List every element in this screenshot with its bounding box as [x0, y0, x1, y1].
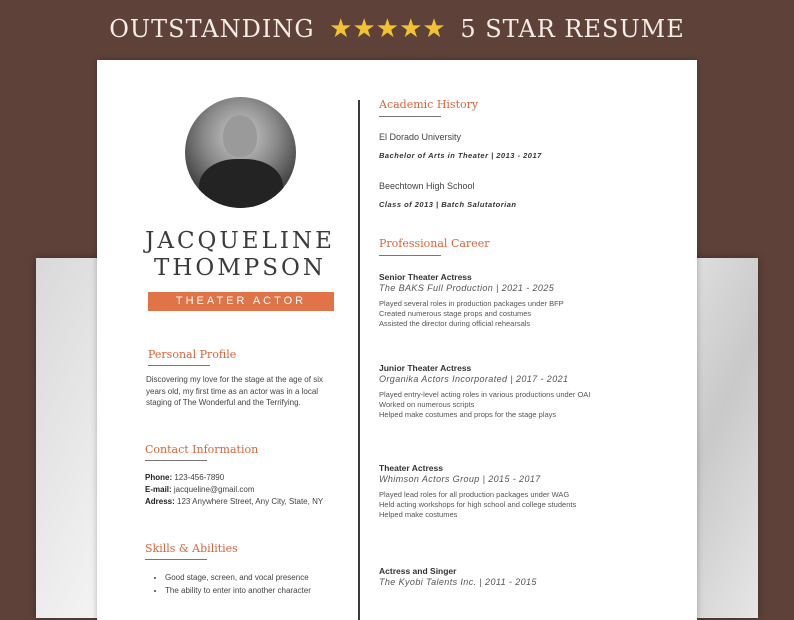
contact-block: [145, 472, 345, 508]
job-duty: Helped make costumes: [379, 510, 458, 519]
job-duty: Played lead roles for all production packages under WAG: [379, 490, 570, 499]
job-duty: Held acting workshops for high school and college students: [379, 500, 577, 509]
profile-photo: [185, 97, 296, 208]
last-name: THOMPSON: [153, 255, 327, 281]
job-duties: [379, 390, 679, 420]
job-duty: Played entry-level acting roles in various productions under OAI: [379, 390, 591, 399]
job-duty: Played several roles in production packages under BFP: [379, 299, 564, 308]
contact-address: Adress: 123 Anywhere Street, Any City, State, NY: [145, 497, 324, 506]
job-title: Junior Theater Actress: [379, 363, 472, 373]
profile-text: Discovering my love for the stage at the age of six years old, my first time as an actor was in a local staging of The Wonderful and the Terrifying.: [146, 375, 323, 407]
skill-item: • The ability to enter into another character: [165, 584, 311, 597]
job-duty: Created numerous stage props and costumes: [379, 309, 532, 318]
career-rule: [379, 255, 441, 256]
career-heading: Professional Career: [379, 237, 490, 250]
job-duty: Assisted the director during official rehearsals: [379, 319, 531, 328]
banner-left-text: OUTSTANDING: [109, 15, 315, 43]
banner-right-text: 5 STAR RESUME: [460, 15, 685, 43]
job-duties: [379, 299, 679, 329]
promo-banner: [0, 14, 794, 44]
photo-body-shape: [199, 159, 283, 208]
job-company: Organika Actors Incorporated | 2017 - 2021: [379, 374, 569, 384]
school-detail: Bachelor of Arts in Theater | 2013 - 2017: [379, 151, 542, 160]
skills-heading: Skills & Abilities: [145, 542, 238, 555]
job-title: Actress and Singer: [379, 566, 457, 576]
job-duties: [379, 490, 679, 520]
job-entry: [379, 363, 679, 420]
profile-rule: [148, 365, 210, 366]
contact-heading: Contact Information: [145, 443, 259, 456]
column-divider: [358, 100, 360, 620]
resume-page: [97, 60, 697, 620]
job-entry: [379, 566, 679, 587]
skills-list: [147, 571, 311, 597]
resume-name: [137, 228, 343, 282]
contact-email: E-mail: jacqueline@gmail.com: [145, 485, 255, 494]
academic-rule: [379, 116, 441, 117]
five-star-icon: ★★★★★: [329, 14, 446, 44]
role-badge: THEATER ACTOR: [148, 292, 334, 311]
profile-heading: Personal Profile: [148, 348, 237, 361]
job-company: The BAKS Full Production | 2021 - 2025: [379, 283, 555, 293]
job-title: Theater Actress: [379, 463, 443, 473]
contact-phone: Phone: 123-456-7890: [145, 473, 225, 482]
photo-head-shape: [223, 115, 257, 157]
job-duty: Worked on numerous scripts: [379, 400, 475, 409]
job-company: Whimson Actors Group | 2015 - 2017: [379, 474, 541, 484]
school-detail: Class of 2013 | Batch Salutatorian: [379, 200, 517, 209]
job-company: The Kyobi Talents Inc. | 2011 - 2015: [379, 577, 537, 587]
skills-rule: [145, 559, 207, 560]
first-name: JACQUELINE: [145, 228, 335, 254]
skill-item: • Good stage, screen, and vocal presence: [165, 571, 311, 584]
school-name: El Dorado University: [379, 132, 462, 142]
school-name: Beechtown High School: [379, 181, 475, 191]
academic-heading: Academic History: [379, 98, 479, 111]
job-duty: Helped make costumes and props for the stage plays: [379, 410, 557, 419]
job-entry: [379, 463, 679, 520]
job-entry: [379, 272, 679, 329]
contact-rule: [145, 460, 207, 461]
job-title: Senior Theater Actress: [379, 272, 472, 282]
